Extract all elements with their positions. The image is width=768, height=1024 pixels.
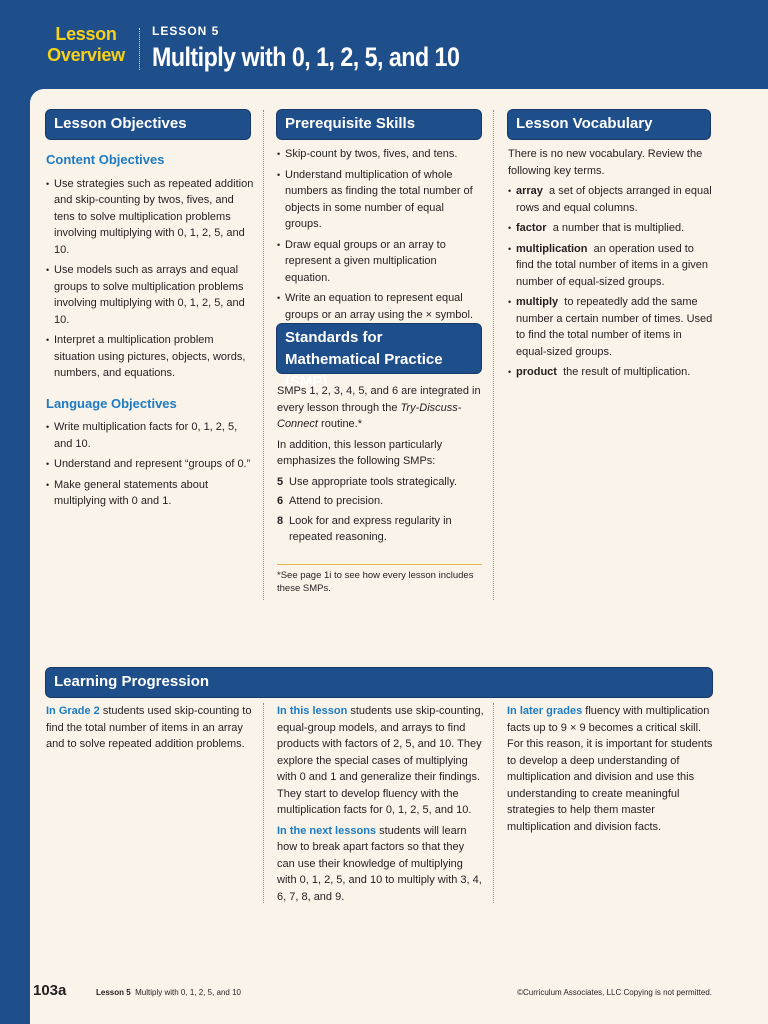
term-definition: the result of multiplication. (563, 366, 691, 378)
smp-intro-routine: Try-Discuss-Connect (277, 401, 462, 430)
vocabulary-term (508, 294, 714, 360)
term-word: product (516, 366, 557, 378)
progression-text: students will learn how to break apart factors so that they can use their knowledge of multiplying with 0, 1, 2, 5, and 10 to multiply with 3, 4, 6, 7, 8, and 9. (277, 824, 482, 903)
objectives-heading: Lesson Objectives (46, 110, 250, 139)
content-objectives-list (46, 176, 256, 382)
progression-paragraph (277, 703, 484, 819)
objectives-column (46, 152, 256, 514)
term-word: multiply (516, 296, 559, 308)
progression-text: fluency with multiplication facts up to 9 × 9 becomes a critical skill. For this reason, it is important for students to develop a deep understanding of multiplication and division and use this understanding to create meaningful strategies to help them master multiplication and division facts. (507, 705, 713, 833)
page-header (0, 0, 768, 90)
smp-text: Look for and express regularity in repeated reasoning. (289, 514, 452, 543)
term-word: multiplication (516, 242, 588, 255)
learning-progression-heading: Learning Progression (46, 668, 712, 697)
content-objectives-heading: Content Objectives (46, 152, 165, 167)
term-definition: to repeatedly add the same number a certain number of times. Used to find the total number of items in equal-sized groups. (516, 296, 713, 358)
smp-emphasis: In addition, this lesson particularly emphasizes the following SMPs: (277, 438, 443, 467)
list-item: • Write multiplication facts for 0, 1, 2, 5, and 10. (46, 419, 256, 452)
progression-this-lesson (277, 703, 484, 909)
smp-intro-text: SMPs 1, 2, 3, 4, 5, and 6 are integrated in every lesson through the (277, 385, 481, 414)
overview-line-2: Overview (47, 45, 125, 65)
lesson-number: LESSON 5 (152, 24, 220, 38)
list-item: • Understand multiplication of whole numbers as finding the total number of objects in some number of equal groups. (277, 167, 482, 233)
smp-number: 6 (277, 495, 284, 507)
smp-intro-end: routine.* (317, 418, 363, 430)
vocabulary-heading: Lesson Vocabulary (508, 110, 710, 139)
progression-text: students use skip-counting, equal-group models, and arrays to find products with factors of 2, 5, and 10. They explore the special cases of multiplying with 0 and 1 and generalize their findings. They start to develop fluency with the multiplication facts for 0, 1, 2, 5, and 10. (277, 705, 484, 816)
vocabulary-term (508, 220, 714, 237)
prerequisites-heading: Prerequisite Skills (277, 110, 481, 139)
term-definition: an operation used to find the total number of items in a given number of equal-sized groups. (516, 242, 708, 288)
lesson-title: Multiply with 0, 1, 2, 5, and 10 (152, 42, 460, 72)
list-item: • Interpret a multiplication problem situation using pictures, objects, words, numbers, and equations. (46, 332, 256, 382)
smp-text: Attend to precision. (289, 495, 384, 507)
smp-item (277, 513, 482, 546)
vocabulary-term (508, 364, 714, 381)
list-item: • Understand and represent “groups of 0.” (46, 456, 256, 473)
column-divider (493, 110, 494, 600)
smp-item (277, 474, 482, 491)
list-item: • Make general statements about multiplying with 0 and 1. (46, 477, 256, 510)
smp-heading: Standards for Mathematical Practice (SMP) (277, 324, 481, 373)
progression-grade2 (46, 703, 254, 757)
progression-lead: In this lesson (277, 705, 348, 717)
smp-intro (277, 383, 482, 433)
list-item: • Use strategies such as repeated addition and skip-counting by twos, fives, and tens to solve multiplication problems involving multiplying with 0, 1, 2, 5, and 10. (46, 176, 256, 259)
smp-text: Use appropriate tools strategically. (289, 475, 457, 488)
lesson-overview-label (46, 24, 126, 66)
vocabulary-column (508, 146, 714, 385)
column-divider (263, 110, 264, 600)
list-item: • Draw equal groups or an array to represent a given multiplication equation. (277, 237, 482, 287)
list-item: • Use models such as arrays and equal groups to solve multiplication problems involving multiplying with 0, 1, 2, 5, and 10. (46, 262, 256, 328)
page-number: 103a (33, 982, 67, 999)
vocabulary-list (508, 183, 714, 381)
language-objectives-list (46, 419, 256, 510)
progression-lead: In later grades (507, 705, 583, 717)
smp-column (277, 383, 482, 549)
progression-paragraph (277, 823, 484, 906)
progression-later-grades (507, 703, 713, 839)
term-definition: a set of objects arranged in equal rows and equal columns. (516, 185, 712, 214)
overview-line-1: Lesson (55, 24, 117, 44)
footer-lesson-title: Multiply with 0, 1, 2, 5, and 10 (135, 988, 241, 997)
term-word: array (516, 185, 543, 197)
list-item: • Skip-count by twos, fives, and tens. (277, 146, 482, 163)
smp-footnote: *See page 1i to see how every lesson includes these SMPs. (277, 564, 482, 595)
term-word: factor (516, 222, 547, 234)
vocabulary-intro: There is no new vocabulary. Review the following key terms. (508, 148, 703, 177)
vocabulary-term (508, 241, 714, 291)
footer-lesson (96, 988, 241, 997)
language-objectives-heading: Language Objectives (46, 395, 177, 411)
column-divider (263, 703, 264, 903)
prerequisites-list (277, 146, 482, 323)
copyright-notice: ©Curriculum Associates, LLC Copying is not permitted. (517, 988, 712, 997)
column-divider (493, 703, 494, 903)
footer-lesson-label: Lesson 5 (96, 988, 131, 997)
progression-paragraph (46, 703, 254, 753)
smp-item (277, 493, 482, 510)
smp-number: 5 (277, 475, 284, 488)
progression-lead: In Grade 2 (46, 705, 100, 717)
vocabulary-term (508, 183, 714, 216)
header-divider (139, 28, 140, 70)
progression-lead: In the next lessons (277, 824, 377, 837)
list-item: • Write an equation to represent equal groups or an array using the × symbol. (277, 290, 482, 323)
smp-number: 8 (277, 514, 284, 527)
progression-paragraph (507, 703, 713, 835)
term-definition: a number that is multiplied. (552, 222, 685, 234)
prerequisites-column (277, 146, 482, 327)
progression-text: students used skip-counting to find the total number of items in an array and to solve repeated addition problems. (46, 705, 252, 750)
